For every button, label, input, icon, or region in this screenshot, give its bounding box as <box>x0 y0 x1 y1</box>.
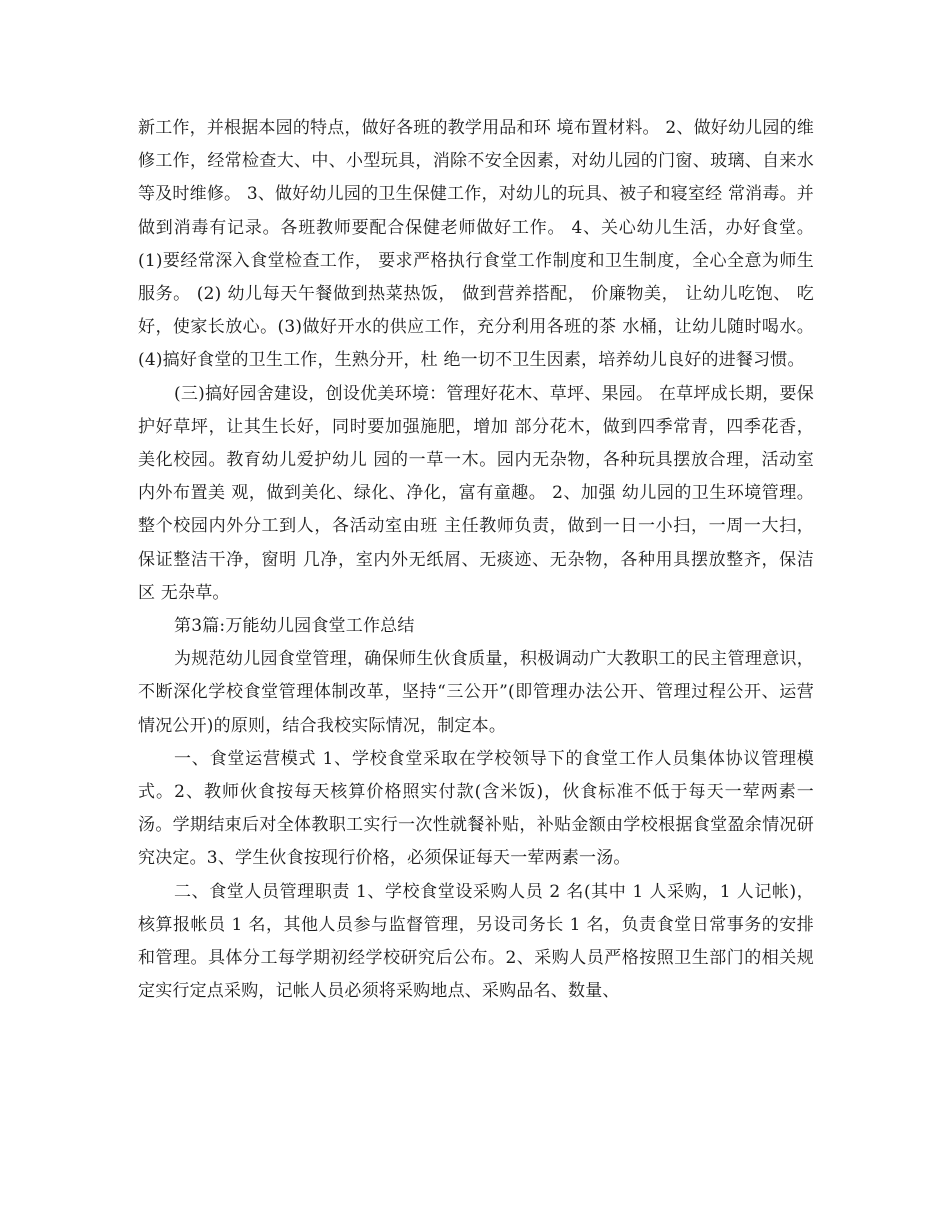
paragraph: 为规范幼儿园食堂管理，确保师生伙食质量，积极调动广大教职工的民主管理意识，不断深化学校食堂管理体制改革，坚持“三公开”(即管理办法公开、管理过程公开、运营情况公开)的原则，结合我校实际情况，制定本。 <box>138 649 814 736</box>
paragraph: (三)搞好园舍建设，创设优美环境：管理好花木、草坪、果园。 在草坪成长期，要保护好草坪，让其生长好，同时要加强施肥，增加 部分花木，做到四季常青，四季花香，美化校园。教育幼儿爱护幼儿 园的一草一木。园内无杂物，各种玩具摆放合理，活动室内外布置美 观，做到美化、绿化、净化，富有童趣。 2、加强 幼儿园的卫生环境管理。整个校园内外分工到人，各活动室由班 主任教师负责，做到一日一小扫，一周一大扫，保证整洁干净，窗明 几净，室内外无纸屑、无痰迹、无杂物，各种用具摆放整齐，保洁区 无杂草。 <box>138 383 814 603</box>
section-heading: 第3篇:万能幼儿园食堂工作总结 <box>174 616 415 637</box>
document-body <box>138 112 814 1008</box>
paragraph: 新工作，并根据本园的特点，做好各班的教学用品和环 境布置材料。 2、做好幼儿园的维修工作，经常检查大、中、小型玩具，消除不安全因素，对幼儿园的门窗、玻璃、自来水等及时维修。 3、做好幼儿园的卫生保健工作，对幼儿的玩具、被子和寝室经 常消毒。并做到消毒有记录。各班教师要配合保健老师做好工作。 4、关心幼儿生活，办好食堂。(1)要经常深入食堂检查工作， 要求严格执行食堂工作制度和卫生制度，全心全意为师生服务。 (2) 幼儿每天午餐做到热菜热饭， 做到营养搭配， 价廉物美， 让幼儿吃饱、 吃好，使家长放心。(3)做好开水的供应工作，充分利用各班的茶 水桶，让幼儿随时喝水。(4)搞好食堂的卫生工作，生熟分开，杜 绝一切不卫生因素，培养幼儿良好的进餐习惯。 <box>138 118 814 371</box>
paragraph: 一、食堂运营模式 1、学校食堂采取在学校领导下的食堂工作人员集体协议管理模式。2、教师伙食按每天核算价格照实付款(含米饭)，伙食标准不低于每天一荤两素一汤。学期结束后对全体教职工实行一次性就餐补贴，补贴金额由学校根据食堂盈余情况研究决定。3、学生伙食按现行价格，必须保证每天一荤两素一汤。 <box>138 748 814 869</box>
paragraph: 二、食堂人员管理职责 1、学校食堂设采购人员 2 名(其中 1 人采购，1 人记帐)，核算报帐员 1 名，其他人员参与监督管理，另设司务长 1 名，负责食堂日常事务的安排和管理。具体分工每学期初经学校研究后公布。2、采购人员严格按照卫生部门的相关规定实行定点采购，记帐人员必须将采购地点、采购品名、数量、 <box>138 881 814 1002</box>
